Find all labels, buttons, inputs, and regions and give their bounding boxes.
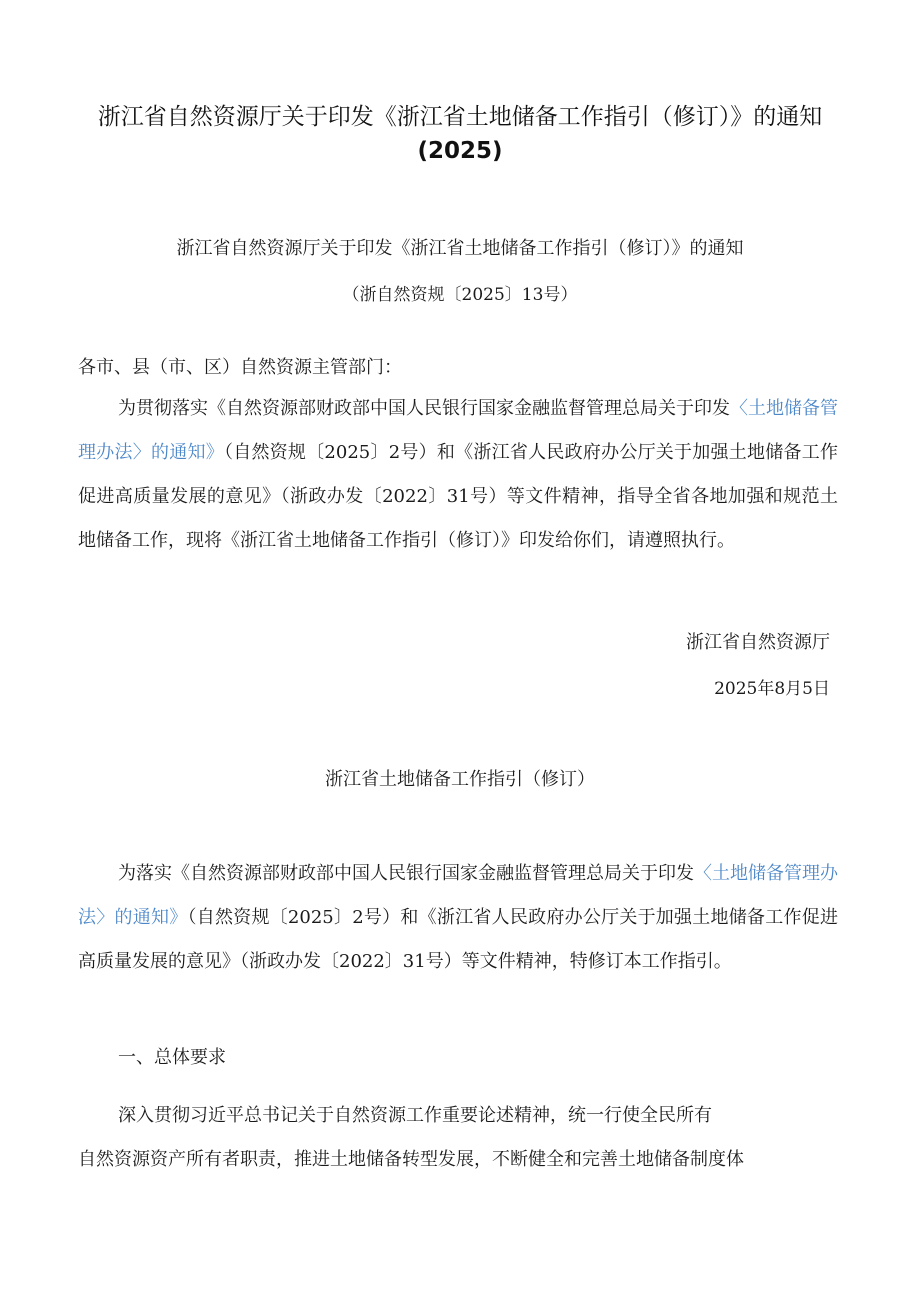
notice-title: 浙江省自然资源厅关于印发《浙江省土地储备工作指引（修订）》的通知 <box>176 238 744 259</box>
body-paragraph-2-part1: 为落实《自然资源部财政部中国人民银行国家金融监督管理总局关于印发 <box>118 863 694 884</box>
addressee: 各市、县（市、区）自然资源主管部门： <box>78 357 402 378</box>
document-title-text: 浙江省自然资源厅关于印发《浙江省土地储备工作指引（修订）》的通知 <box>97 104 823 130</box>
regulation-link-2[interactable]: 〈土地储备管理办法〉的通知》 <box>78 863 838 928</box>
regulation-link-1[interactable]: 〈土地储备管理办法〉的通知》 <box>78 398 838 463</box>
signature-organization: 浙江省自然资源厅 <box>686 632 830 653</box>
body-paragraph-2 <box>78 852 838 984</box>
section-heading-general-requirements: 一、总体要求 <box>118 1047 226 1068</box>
body-paragraph-2-part2: （自然资规〔2025〕2号）和《浙江省人民政府办公厅关于加强土地储备工作促进高质量发展的意见》（浙政办发〔2022〕31号）等文件精神，特修订本工作指引。 <box>78 907 839 972</box>
document-title <box>60 100 860 168</box>
body-paragraph-1 <box>78 387 838 563</box>
signature-date: 2025年8月5日 <box>714 679 830 699</box>
body-paragraph-1-part2: （自然资规〔2025〕2号）和《浙江省人民政府办公厅关于加强土地储备工作促进高质量发展的意见》（浙政办发〔2022〕31号）等文件精神，指导全省各地加强和规范土地储备工作，现将《浙江省土地储备工作指引（修订）》印发给你们，请遵照执行。 <box>78 442 838 551</box>
guide-title: 浙江省土地储备工作指引（修订） <box>325 769 595 790</box>
body-paragraph-1-part1: 为贯彻落实《自然资源部财政部中国人民银行国家金融监督管理总局关于印发 <box>118 398 730 419</box>
document-number: （浙自然资规〔2025〕13号） <box>342 285 578 305</box>
document-title-year: (2025) <box>417 138 503 164</box>
body-paragraph-3 <box>78 1094 838 1182</box>
body-paragraph-3-line1: 深入贯彻习近平总书记关于自然资源工作重要论述精神，统一行使全民所有 <box>118 1105 712 1126</box>
body-paragraph-3-line2: 自然资源资产所有者职责，推进土地储备转型发展，不断健全和完善土地储备制度体 <box>78 1149 744 1170</box>
